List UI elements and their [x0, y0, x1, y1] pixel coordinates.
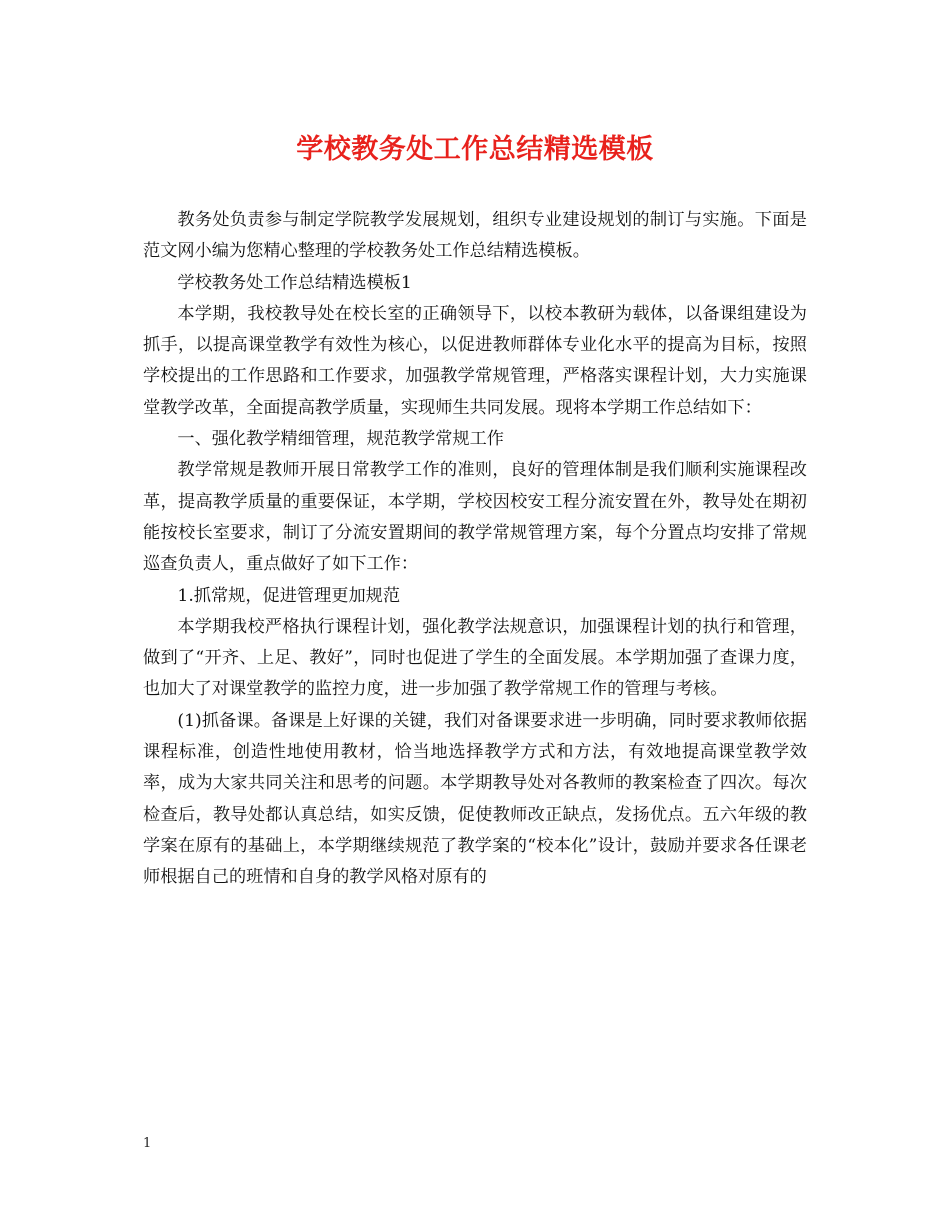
intro-paragraph: 教务处负责参与制定学院教学发展规划，组织专业建设规划的制订与实施。下面是范文网小编为您精心整理的学校教务处工作总结精选模板。: [143, 210, 807, 262]
routine-paragraph: 教学常规是教师开展日常教学工作的准则，良好的管理体制是我们顺利实施课程改革，提高教学质量的重要保证，本学期，学校因校安工程分流安置在外，教导处在期初能按校长室要求，制订了分流安置期间的教学常规管理方案，每个分置点均安排了常规巡查负责人，重点做好了如下工作：: [143, 460, 807, 575]
template-heading: 学校教务处工作总结精选模板1: [177, 272, 412, 293]
summary-paragraph: 本学期，我校教导处在校长室的正确领导下，以校本教研为载体，以备课组建设为抓手，以提高课堂教学有效性为核心，以促进教师群体专业化水平的提高为目标，按照学校提出的工作思路和工作要求，加强教学常规管理，严格落实课程计划，大力实施课堂教学改革，全面提高教学质量，实现师生共同发展。现将本学期工作总结如下：: [143, 303, 807, 418]
curriculum-paragraph: 本学期我校严格执行课程计划，强化教学法规意识，加强课程计划的执行和管理，做到了“开齐、上足、教好”，同时也促进了学生的全面发展。本学期加强了查课力度，也加大了对课堂教学的监控力度，进一步加强了教学常规工作的管理与考核。: [143, 616, 807, 700]
page-number: 1: [143, 1136, 152, 1151]
document-body: [143, 205, 807, 894]
lesson-prep-paragraph: (1)抓备课。备课是上好课的关键，我们对备课要求进一步明确，同时要求教师依据课程标准，创造性地使用教材，恰当地选择教学方式和方法，有效地提高课堂教学效率，成为大家共同关注和思考的问题。本学期教导处对各教师的教案检查了四次。每次检查后，教导处都认真总结，如实反馈，促使教师改正缺点，发扬优点。五六年级的教学案在原有的基础上，本学期继续规范了教学案的“校本化”设计，鼓励并要求各任课老师根据自己的班情和自身的教学风格对原有的: [143, 710, 807, 888]
section-heading-1: 一、强化教学精细管理，规范教学常规工作: [177, 429, 504, 450]
document-title: 学校教务处工作总结精选模板: [296, 134, 654, 165]
subsection-heading-1: 1.抓常规，促进管理更加规范: [177, 585, 401, 606]
